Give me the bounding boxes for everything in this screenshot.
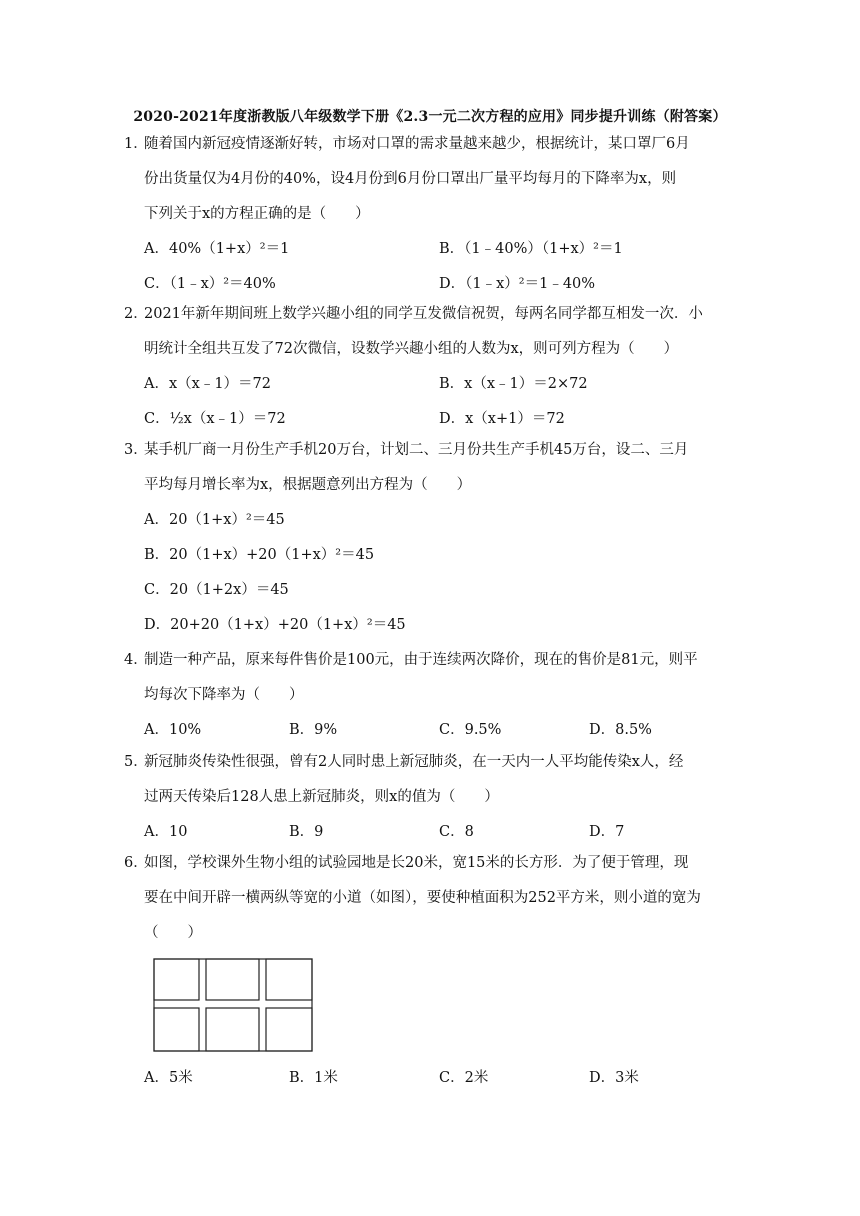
plot-cell: [266, 959, 312, 1000]
option-c: C．½x（x﹣1）＝72: [144, 411, 286, 427]
option-b: B．20（1+x）+20（1+x）²＝45: [144, 547, 375, 563]
option-a: A．x（x﹣1）＝72: [144, 376, 272, 392]
option-d: D．7: [589, 824, 625, 840]
question-number: 3．: [124, 442, 148, 458]
question-number: 6．: [124, 855, 148, 871]
option-a: A．10: [144, 824, 188, 840]
option-d: D．3米: [589, 1070, 639, 1086]
option-d: D．8.5%: [589, 722, 652, 738]
option-a: A．40%（1+x）²＝1: [144, 241, 290, 257]
option-c: C．2米: [439, 1070, 489, 1086]
question-4: [124, 643, 734, 748]
question-stem: 2．2021年新年期间班上数学兴趣小组的同学互发微信祝贺，每两名同学都互相发一次．小 明统计全组共互发了72次微信，设数学兴趣小组的人数为x，则可列方程为（ ）: [124, 297, 734, 367]
plot-cell: [206, 959, 259, 1000]
options-row: [144, 608, 734, 643]
options-row: [144, 573, 734, 608]
question-stem: 4．制造一种产品，原来每件售价是100元，由于连续两次降价，现在的售价是81元，则平 均每次下降率为（ ）: [124, 643, 734, 713]
option-c: C．20（1+2x）＝45: [144, 582, 289, 598]
options-row: [144, 402, 734, 437]
question-number: 2．: [124, 306, 148, 322]
options-row: [144, 713, 734, 748]
options-row: [144, 1061, 734, 1096]
question-number: 1．: [124, 136, 148, 152]
option-d: D．x（x+1）＝72: [439, 411, 565, 427]
option-b: B．9%: [289, 722, 338, 738]
option-c: C．（1﹣x）²＝40%: [144, 276, 276, 292]
question-stem: 1．随着国内新冠疫情逐渐好转，市场对口罩的需求量越来越少，根据统计，某口罩厂6月 份出货量仅为4月份的40%，设4月份到6月份口罩出厂量平均每月的下降率为x，则 下列关于x的方程正确的是（ ）: [124, 127, 734, 232]
question-6-options: [124, 1061, 734, 1096]
question-5: [124, 745, 734, 850]
option-a: A．5米: [144, 1070, 193, 1086]
options-row: [144, 538, 734, 573]
options-row: [144, 232, 734, 267]
option-d: D．20+20（1+x）+20（1+x）²＝45: [144, 617, 406, 633]
plot-cell: [154, 1008, 199, 1051]
option-b: B．x（x﹣1）＝2×72: [439, 376, 588, 392]
plot-cell: [206, 1008, 259, 1051]
garden-outline: [154, 959, 312, 1051]
plot-cell: [266, 1008, 312, 1051]
option-c: C．8: [439, 824, 474, 840]
question-1: [124, 127, 734, 302]
page-title: 2020-2021年度浙教版八年级数学下册《2.3一元二次方程的应用》同步提升训练（附答案）: [133, 109, 727, 125]
options-row: [144, 815, 734, 850]
question-number: 4．: [124, 652, 148, 668]
question-number: 5．: [124, 754, 148, 770]
question-stem: 3．某手机厂商一月份生产手机20万台，计划二、三月份共生产手机45万台，设二、三月 平均每月增长率为x，根据题意列出方程为（ ）: [124, 433, 734, 503]
option-b: B．（1﹣40%）（1+x）²＝1: [439, 241, 623, 257]
option-c: C．9.5%: [439, 722, 502, 738]
option-b: B．1米: [289, 1070, 338, 1086]
question-6: [124, 846, 734, 951]
question-3: [124, 433, 734, 643]
garden-plot-diagram: [153, 958, 315, 1054]
option-d: D．（1﹣x）²＝1﹣40%: [439, 276, 596, 292]
options-row: [144, 367, 734, 402]
option-b: B．9: [289, 824, 324, 840]
option-a: A．10%: [144, 722, 202, 738]
options-row: [144, 503, 734, 538]
option-a: A．20（1+x）²＝45: [144, 512, 285, 528]
question-stem: 5．新冠肺炎传染性很强，曾有2人同时患上新冠肺炎，在一天内一人平均能传染x人，经 过两天传染后128人患上新冠肺炎，则x的值为（ ）: [124, 745, 734, 815]
plot-cell: [154, 959, 199, 1000]
question-stem: 6．如图，学校课外生物小组的试验园地是长20米，宽15米的长方形．为了便于管理，现 要在中间开辟一横两纵等宽的小道（如图），要使种植面积为252平方米，则小道的宽为 （ ）: [124, 846, 734, 951]
question-2: [124, 297, 734, 437]
